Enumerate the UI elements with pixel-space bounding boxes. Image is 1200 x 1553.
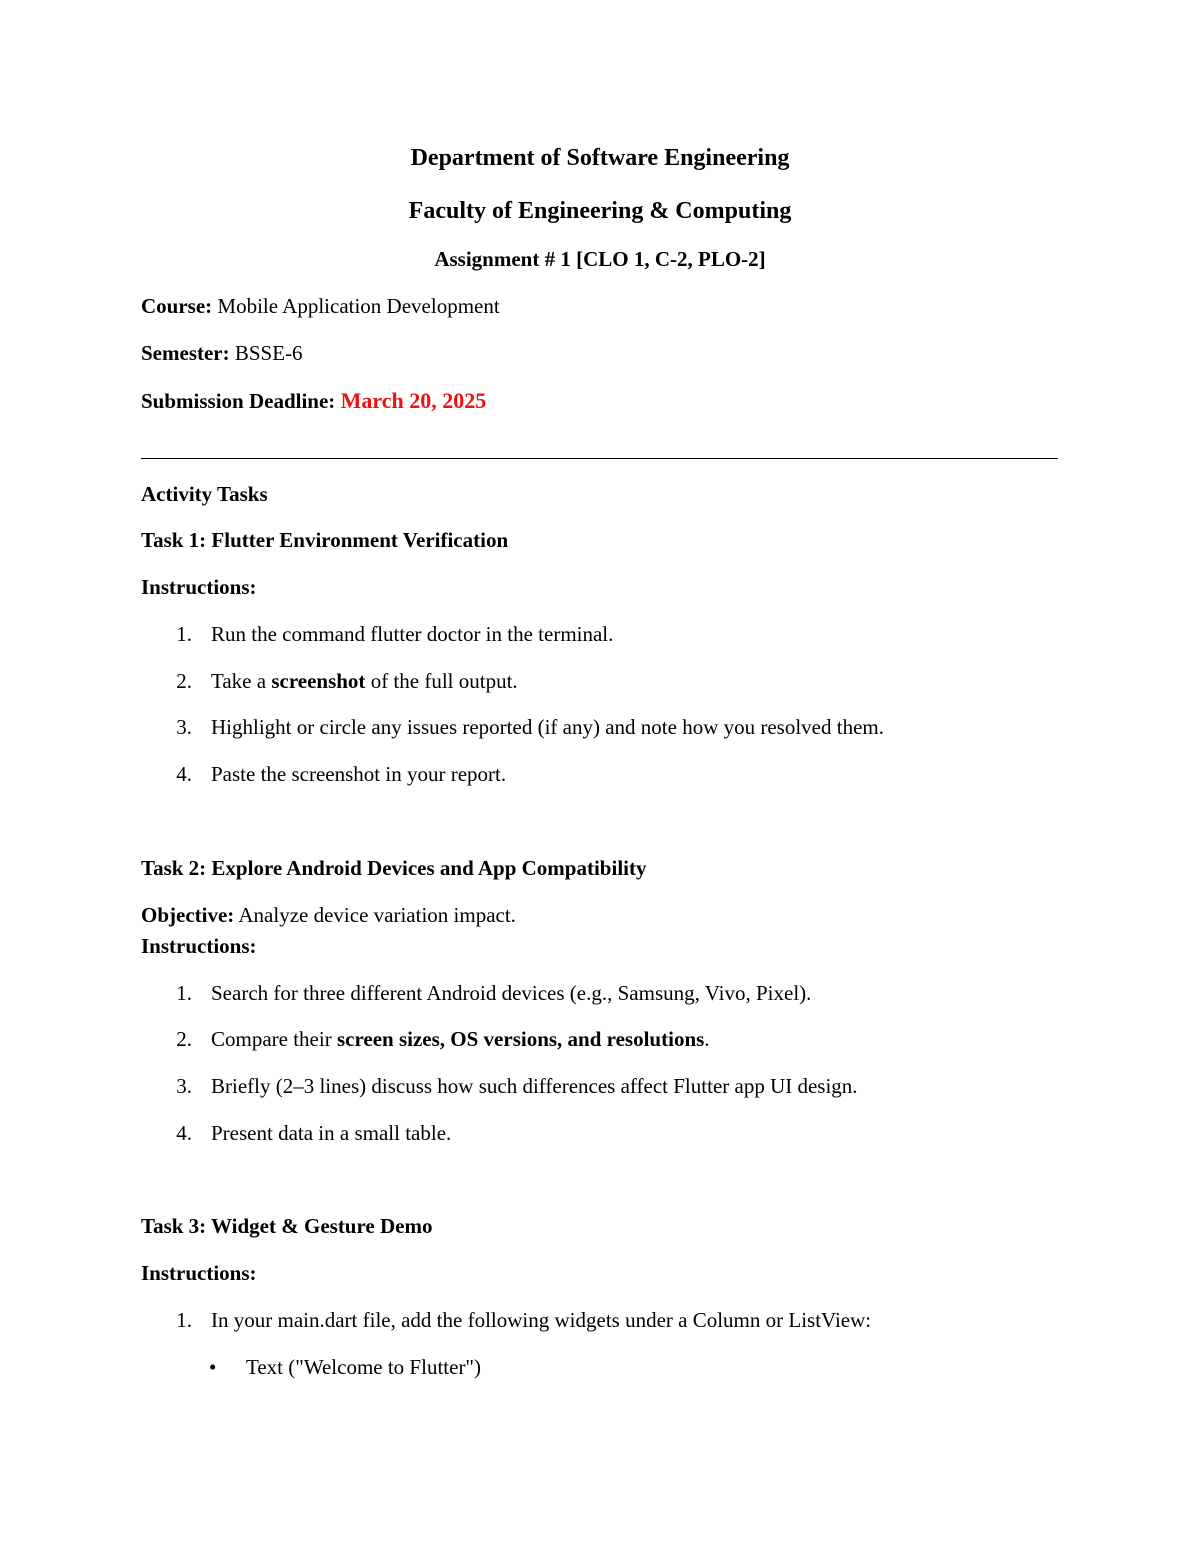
- bullet-text: Text ("Welcome to Flutter"): [246, 1355, 481, 1379]
- deadline-label: Submission Deadline:: [141, 389, 336, 413]
- assignment-title: Assignment # 1 [CLO 1, C-2, PLO-2]: [434, 247, 766, 271]
- list-item-text: Take a screenshot of the full output.: [211, 669, 518, 693]
- list-item-text: Compare their screen sizes, OS versions, and resolutions.: [211, 1027, 710, 1051]
- list-number: 4.: [176, 762, 192, 786]
- list-number: 2.: [176, 669, 192, 693]
- list-item-text: Present data in a small table.: [211, 1121, 452, 1145]
- task2-instructions-label: Instructions:: [141, 934, 257, 958]
- faculty-title: Faculty of Engineering & Computing: [408, 198, 792, 224]
- task3-title: Task 3: Widget & Gesture Demo: [141, 1214, 433, 1238]
- course-value: Mobile Application Development: [212, 294, 500, 318]
- list-item-text: Briefly (2–3 lines) discuss how such differences affect Flutter app UI design.: [211, 1074, 858, 1098]
- task3-instructions-label: Instructions:: [141, 1261, 257, 1285]
- task2-objective-line: [141, 905, 516, 926]
- list-number: 3.: [176, 1074, 192, 1098]
- list-number: 4.: [176, 1121, 192, 1145]
- list-item-text: In your main.dart file, add the following widgets under a Column or ListView:: [211, 1308, 872, 1332]
- list-number: 1.: [176, 981, 192, 1005]
- list-item-text: Run the command flutter doctor in the terminal.: [211, 622, 614, 646]
- list-number: 3.: [176, 715, 192, 739]
- list-item-text: Highlight or circle any issues reported (if any) and note how you resolved them.: [211, 715, 884, 739]
- department-title: Department of Software Engineering: [410, 145, 790, 171]
- list-item-text: Search for three different Android devices (e.g., Samsung, Vivo, Pixel).: [211, 981, 812, 1005]
- deadline-line: [141, 390, 486, 412]
- semester-label: Semester:: [141, 341, 230, 365]
- task1-instructions-label: Instructions:: [141, 575, 257, 599]
- semester-value: BSSE-6: [229, 341, 303, 365]
- task2-title: Task 2: Explore Android Devices and App Compatibility: [141, 856, 647, 880]
- deadline-value: March 20, 2025: [340, 388, 487, 413]
- horizontal-divider: [141, 458, 1058, 459]
- bullet-icon: •: [209, 1355, 217, 1379]
- activity-heading: Activity Tasks: [141, 482, 268, 506]
- course-line: [141, 296, 500, 317]
- task1-title: Task 1: Flutter Environment Verification: [141, 528, 509, 552]
- list-number: 1.: [176, 622, 192, 646]
- objective-value: Analyze device variation impact.: [234, 903, 516, 927]
- list-number: 2.: [176, 1027, 192, 1051]
- list-item-text: Paste the screenshot in your report.: [211, 762, 507, 786]
- course-label: Course:: [141, 294, 213, 318]
- objective-label: Objective:: [141, 903, 235, 927]
- semester-line: [141, 343, 303, 364]
- list-number: 1.: [176, 1308, 192, 1332]
